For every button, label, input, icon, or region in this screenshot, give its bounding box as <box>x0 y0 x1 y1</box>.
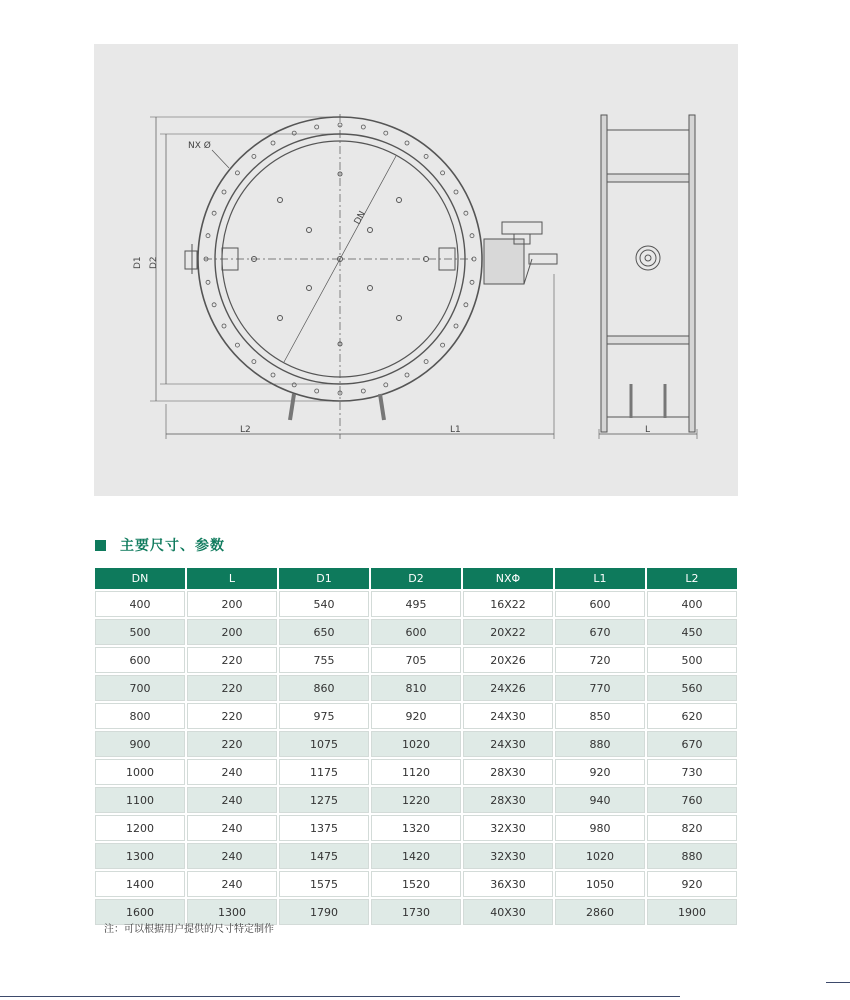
table-cell: 620 <box>647 703 737 729</box>
table-row <box>95 843 737 869</box>
bolt-hole <box>424 154 428 158</box>
footer-divider <box>0 996 680 997</box>
table-cell: 1220 <box>371 787 461 813</box>
table-cell: 240 <box>187 787 277 813</box>
table-cell: 670 <box>555 619 645 645</box>
table-row <box>95 703 737 729</box>
bolt-hole <box>271 141 275 145</box>
bolt-hole <box>252 154 256 158</box>
table-cell: 220 <box>187 647 277 673</box>
table-cell: 500 <box>95 619 185 645</box>
column-header: L <box>187 568 277 589</box>
table-row <box>95 591 737 617</box>
table-cell: 880 <box>647 843 737 869</box>
table-cell: 540 <box>279 591 369 617</box>
table-cell: 32X30 <box>463 843 553 869</box>
table-cell: 1300 <box>95 843 185 869</box>
footnote: 注：可以根据用户提供的尺寸特定制作 <box>104 924 274 935</box>
table-cell: 1375 <box>279 815 369 841</box>
table-cell: 1020 <box>555 843 645 869</box>
table-cell: 820 <box>647 815 737 841</box>
column-header: NXΦ <box>463 568 553 589</box>
table-cell: 880 <box>555 731 645 757</box>
table-cell: 20X26 <box>463 647 553 673</box>
dn-label: DN <box>352 209 369 227</box>
table-row <box>95 759 737 785</box>
table-cell: 940 <box>555 787 645 813</box>
table-cell: 600 <box>555 591 645 617</box>
table-cell: 1900 <box>647 899 737 925</box>
table-cell: 1520 <box>371 871 461 897</box>
table-row <box>95 675 737 701</box>
table-row <box>95 871 737 897</box>
table-row <box>95 619 737 645</box>
bolt-hole <box>464 211 468 215</box>
bolt-hole <box>470 234 474 238</box>
footer-mark <box>826 982 850 983</box>
table-cell: 1100 <box>95 787 185 813</box>
table-cell: 920 <box>371 703 461 729</box>
bolt-hole <box>454 324 458 328</box>
table-cell: 920 <box>555 759 645 785</box>
l2-label: L2 <box>240 425 251 435</box>
technical-drawing <box>94 44 738 496</box>
table-cell: 770 <box>555 675 645 701</box>
dimension-table <box>93 566 739 927</box>
table-row <box>95 731 737 757</box>
bolt-hole <box>384 131 388 135</box>
bolt-hole <box>441 171 445 175</box>
table-header-row <box>95 568 737 589</box>
table-cell: 400 <box>95 591 185 617</box>
table-cell: 240 <box>187 759 277 785</box>
bolt-hole <box>424 360 428 364</box>
column-header: L1 <box>555 568 645 589</box>
table-cell: 920 <box>647 871 737 897</box>
table-cell: 700 <box>95 675 185 701</box>
table-cell: 1400 <box>95 871 185 897</box>
table-cell: 1300 <box>187 899 277 925</box>
table-cell: 220 <box>187 731 277 757</box>
table-cell: 32X30 <box>463 815 553 841</box>
table-cell: 1420 <box>371 843 461 869</box>
table-cell: 2860 <box>555 899 645 925</box>
heading-square-icon <box>95 540 106 551</box>
table-cell: 600 <box>371 619 461 645</box>
table-cell: 24X30 <box>463 703 553 729</box>
table-cell: 1200 <box>95 815 185 841</box>
table-cell: 860 <box>279 675 369 701</box>
table-cell: 28X30 <box>463 759 553 785</box>
table-cell: 975 <box>279 703 369 729</box>
table-cell: 650 <box>279 619 369 645</box>
table-cell: 1730 <box>371 899 461 925</box>
table-row <box>95 787 737 813</box>
bolt-hole <box>384 383 388 387</box>
table-cell: 240 <box>187 815 277 841</box>
l-label: L <box>645 425 651 435</box>
table-cell: 450 <box>647 619 737 645</box>
table-cell: 755 <box>279 647 369 673</box>
bolt-hole <box>252 360 256 364</box>
bolt-hole <box>235 343 239 347</box>
bolt-hole <box>235 171 239 175</box>
column-header: D2 <box>371 568 461 589</box>
bolt-hole <box>315 389 319 393</box>
table-cell: 1000 <box>95 759 185 785</box>
table-cell: 40X30 <box>463 899 553 925</box>
table-cell: 1790 <box>279 899 369 925</box>
table-cell: 1020 <box>371 731 461 757</box>
bolt-hole <box>405 373 409 377</box>
table-cell: 730 <box>647 759 737 785</box>
section-title: 主要尺寸、参数 <box>120 538 225 554</box>
table-cell: 1175 <box>279 759 369 785</box>
bolt-hole <box>405 141 409 145</box>
table-cell: 810 <box>371 675 461 701</box>
bolt-hole <box>454 190 458 194</box>
bolt-hole <box>222 190 226 194</box>
bolt-hole <box>361 389 365 393</box>
table-cell: 760 <box>647 787 737 813</box>
nx-label: NX Ø <box>188 141 211 151</box>
table-cell: 720 <box>555 647 645 673</box>
table-cell: 24X26 <box>463 675 553 701</box>
table-cell: 20X22 <box>463 619 553 645</box>
table-cell: 1575 <box>279 871 369 897</box>
d1-label: D1 <box>133 256 143 269</box>
table-cell: 240 <box>187 843 277 869</box>
bolt-hole <box>212 211 216 215</box>
bolt-hole <box>222 324 226 328</box>
bolt-hole <box>212 303 216 307</box>
table-cell: 900 <box>95 731 185 757</box>
d2-label: D2 <box>149 256 159 269</box>
table-cell: 1275 <box>279 787 369 813</box>
table-cell: 1600 <box>95 899 185 925</box>
bolt-hole <box>361 125 365 129</box>
table-cell: 850 <box>555 703 645 729</box>
bolt-hole <box>271 373 275 377</box>
l1-label: L1 <box>450 425 461 435</box>
column-header: D1 <box>279 568 369 589</box>
table-cell: 220 <box>187 703 277 729</box>
bolt-hole <box>206 234 210 238</box>
table-cell: 28X30 <box>463 787 553 813</box>
table-cell: 1075 <box>279 731 369 757</box>
table-cell: 1475 <box>279 843 369 869</box>
table-cell: 1050 <box>555 871 645 897</box>
column-header: DN <box>95 568 185 589</box>
valve-drawing-svg <box>94 44 738 496</box>
table-cell: 495 <box>371 591 461 617</box>
section-heading <box>95 535 225 555</box>
table-cell: 705 <box>371 647 461 673</box>
table-row <box>95 647 737 673</box>
table-cell: 220 <box>187 675 277 701</box>
bolt-hole <box>470 280 474 284</box>
table-cell: 980 <box>555 815 645 841</box>
table-cell: 1320 <box>371 815 461 841</box>
table-cell: 200 <box>187 619 277 645</box>
column-header: L2 <box>647 568 737 589</box>
table-cell: 200 <box>187 591 277 617</box>
table-cell: 36X30 <box>463 871 553 897</box>
bolt-hole <box>441 343 445 347</box>
table-row <box>95 815 737 841</box>
bolt-hole <box>206 280 210 284</box>
table-cell: 1120 <box>371 759 461 785</box>
table-cell: 240 <box>187 871 277 897</box>
table-cell: 16X22 <box>463 591 553 617</box>
bolt-hole <box>292 383 296 387</box>
table-cell: 670 <box>647 731 737 757</box>
table-cell: 560 <box>647 675 737 701</box>
table-cell: 800 <box>95 703 185 729</box>
bolt-hole <box>292 131 296 135</box>
table-cell: 400 <box>647 591 737 617</box>
bolt-hole <box>464 303 468 307</box>
bolt-hole <box>315 125 319 129</box>
table-cell: 500 <box>647 647 737 673</box>
table-cell: 24X30 <box>463 731 553 757</box>
table-cell: 600 <box>95 647 185 673</box>
